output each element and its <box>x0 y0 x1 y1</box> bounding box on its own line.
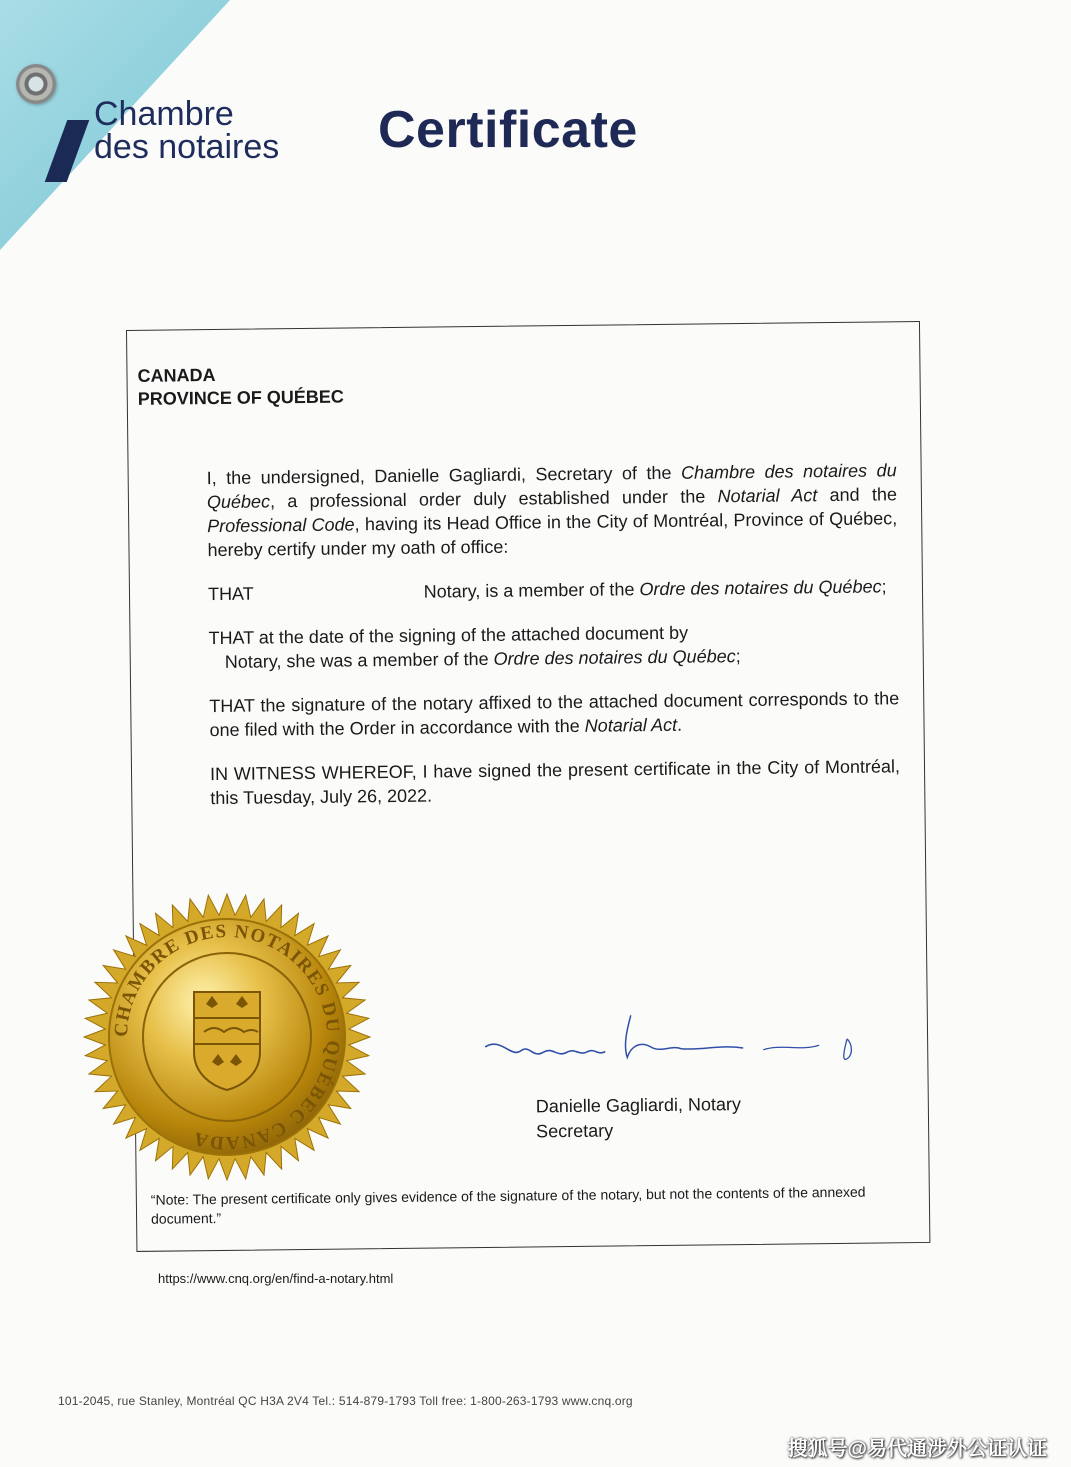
signer-block <box>536 1092 742 1144</box>
p1-text-c: and the <box>817 484 898 506</box>
handwritten-signature <box>481 1003 872 1077</box>
footer-address: 101-2045, rue Stanley, Montréal QC H3A 2V4 Tel.: 514-879-1793 Toll free: 1-800-263-1793 www.cnq.org <box>58 1394 633 1408</box>
logo-line-2: des notaires <box>94 128 280 166</box>
certificate-body <box>145 458 901 831</box>
find-a-notary-link[interactable]: https://www.cnq.org/en/find-a-notary.html <box>158 1271 394 1286</box>
chambre-logo <box>94 95 280 166</box>
logo-line-1: Chambre <box>94 95 234 133</box>
p1-italic-act: Notarial Act <box>717 485 818 507</box>
p1-italic-code: Professional Code <box>207 514 355 537</box>
p2-italic-order: Ordre des notaires du Québec <box>639 576 882 600</box>
paragraph-undersigned <box>145 458 898 563</box>
page-title: Certificate <box>378 101 638 159</box>
p3-italic-order: Ordre des notaires du Québec <box>493 646 736 669</box>
paragraph-witness: IN WITNESS WHEREOF, I have signed the present certificate in the City of Montréal, this Tuesday, July 26, 2022. <box>209 756 901 809</box>
province-line: PROVINCE OF QUÉBEC <box>137 386 344 409</box>
p3-text-c: ; <box>735 646 741 667</box>
p1-text-d: , having its Head Office in the City of Montréal, Province of Québec, hereby certify under my oath of office: <box>207 508 898 561</box>
country-line: CANADA <box>137 364 216 386</box>
p4-italic-act: Notarial Act <box>584 714 678 736</box>
p2-text-b: Notary, is a member of the <box>423 579 640 602</box>
signer-name: Danielle Gagliardi, Notary <box>535 1094 742 1117</box>
p4-text-a: THAT the signature of the notary affixed to the attached document corresponds to the one filed with the Order in accordance with the <box>209 688 900 741</box>
paragraph-member <box>146 574 898 607</box>
grommet-eyelet <box>16 64 56 104</box>
signer-title: Secretary <box>536 1120 614 1142</box>
seal-ring-text: CHAMBRE DES NOTAIRES DU QUÉBEC CANADA <box>110 920 344 1154</box>
p1-text-b: , a professional order duly established under the <box>269 486 718 512</box>
redacted-name-gap <box>254 598 424 600</box>
p2-that: THAT <box>207 583 254 605</box>
p3-text-b: Notary, she was a member of the <box>224 648 494 672</box>
disclaimer-note: “Note: The present certificate only gives evidence of the signature of the notary, but not the contents of the annexed document.” <box>150 1183 866 1227</box>
watermark: 搜狐号@易代通涉外公证认证 <box>787 1438 1047 1460</box>
p4-text-c: . <box>676 714 683 735</box>
p1-italic-order: Chambre des notaires du Québec <box>206 460 897 513</box>
paragraph-signature <box>147 686 899 743</box>
jurisdiction-heading <box>137 363 344 411</box>
p2-text-c: ; <box>881 576 887 597</box>
coat-of-arms-icon <box>194 992 260 1090</box>
paragraph-signing-date <box>146 618 898 675</box>
p1-text-a: I, the undersigned, Danielle Gagliardi, Secretary of the <box>206 462 682 489</box>
p3-text-a: THAT at the date of the signing of the attached document by <box>208 622 689 649</box>
gold-seal <box>82 892 372 1182</box>
p3-line2 <box>209 646 741 672</box>
